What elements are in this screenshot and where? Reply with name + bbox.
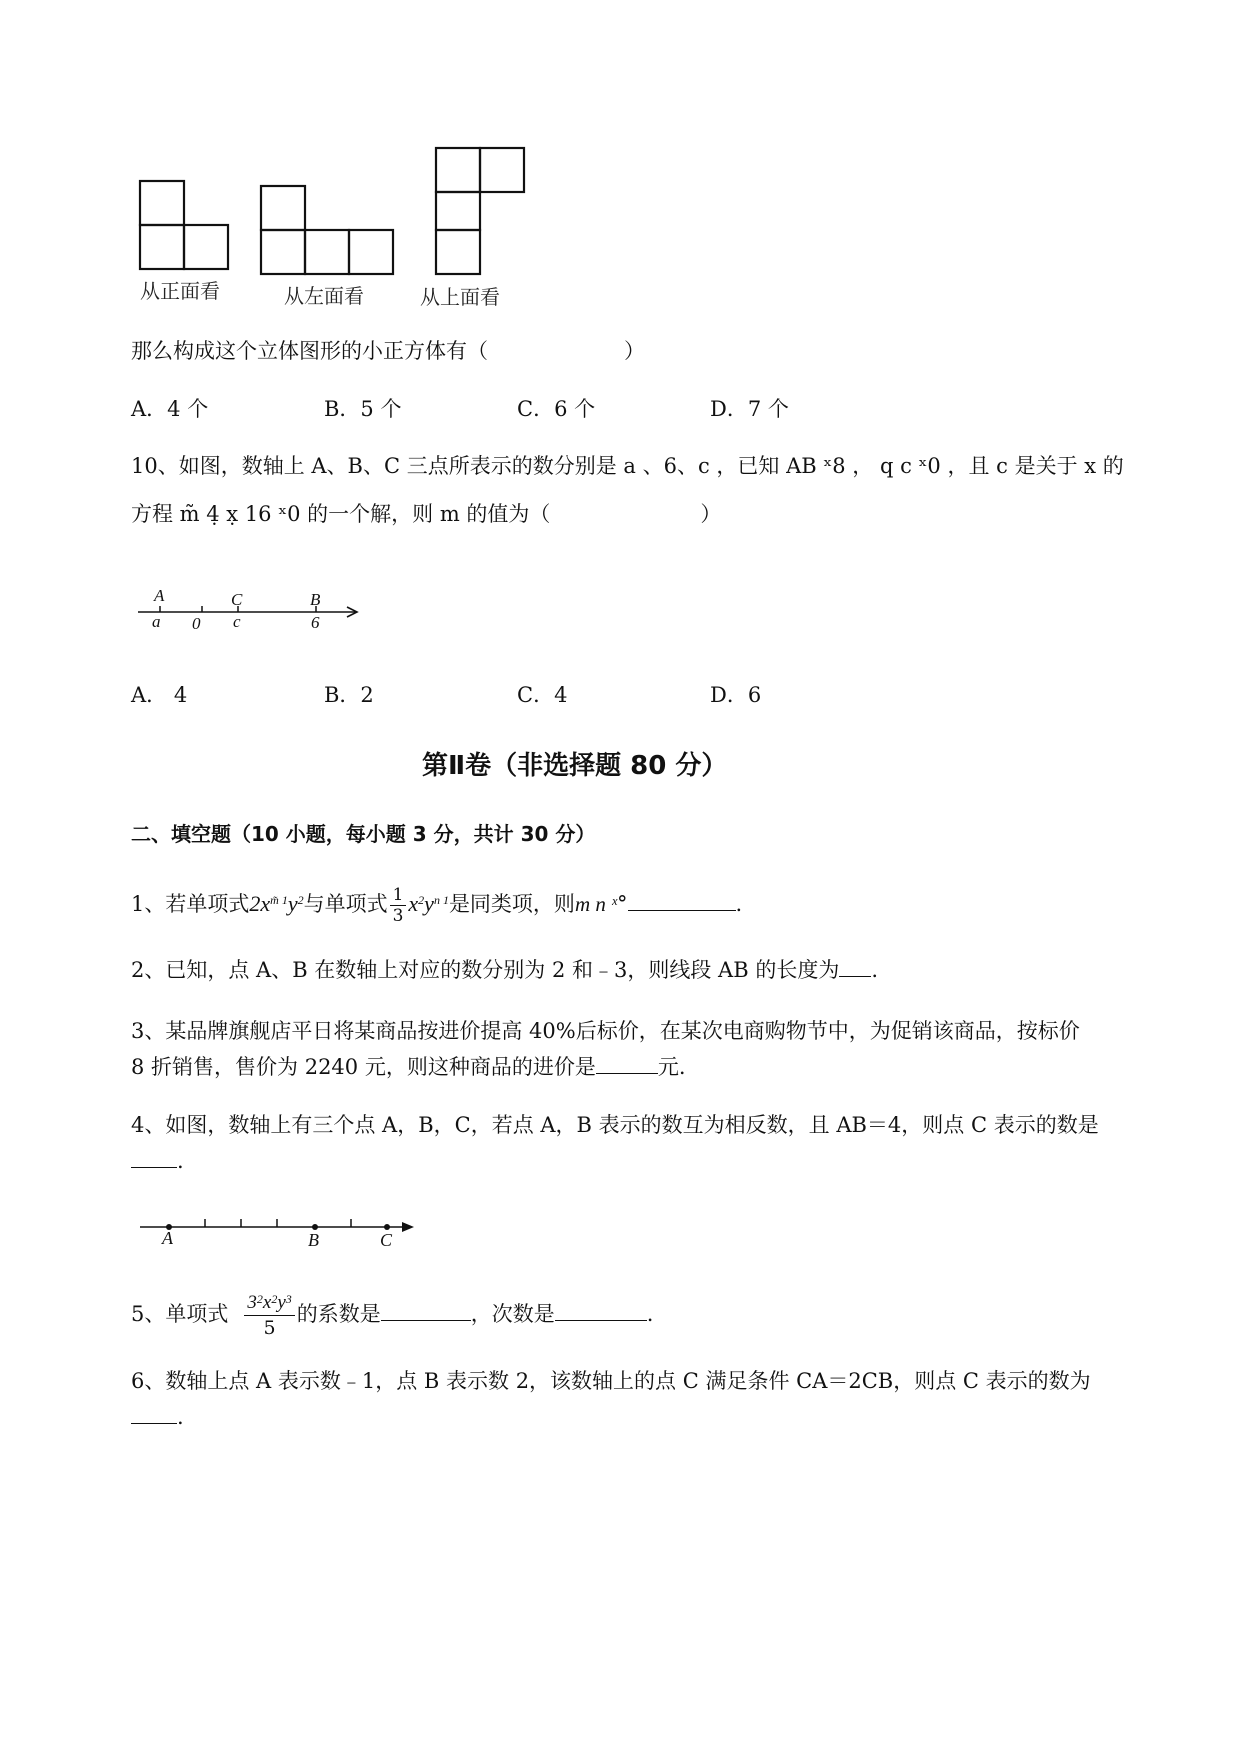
- top-view-square: [436, 230, 480, 274]
- fill-q3-line2: 8 折销售，售价为 2240 元，则这种商品的进价是 元.: [131, 1055, 686, 1079]
- top-view-label: 从上面看: [420, 285, 500, 309]
- fill-q4-line2: .: [131, 1146, 184, 1176]
- fill-q3-line1: 3、某品牌旗舰店平日将某商品按进价提高 40%后标价，在某次电商购物节中，为促销该商品，按标价: [131, 1019, 1080, 1043]
- part2-title: 第Ⅱ卷（非选择题 80 分）: [422, 751, 728, 781]
- fill-q5: 5、单项式 $\frac{3^2x^2y^3}{5}$ 的系数是 ，次数是 .: [131, 1292, 654, 1339]
- top-view-square: [436, 148, 480, 192]
- fill-q6-line1: 6、数轴上点 A 表示数﹣1，点 B 表示数 2，该数轴上的点 C 满足条件 CA＝2CB，则点 C 表示的数为: [131, 1369, 1091, 1393]
- front-view-label: 从正面看: [140, 279, 220, 303]
- top-view-square: [480, 148, 524, 192]
- top-view-square: [436, 192, 480, 230]
- fill-q1: 1、若单项式$2x^{m̃}$ $^1y^2$与单项式 $\frac{1}{3}$ $x^2y^n$ $^1$是同类项，则m n ˣ° .: [131, 885, 743, 926]
- fill-q2: 2、已知，点 A、B 在数轴上对应的数分别为 2 和﹣3，则线段 AB 的长度为 .: [131, 958, 879, 982]
- q9-option-d: D．7 个: [710, 397, 789, 421]
- q10-axis-value-c: c: [233, 612, 241, 631]
- q4-axis-letter-c: C: [380, 1230, 393, 1250]
- q10-axis-letter-c: C: [231, 590, 243, 609]
- q10-axis-letter-b: B: [310, 590, 321, 609]
- q10-option-b: B．2: [324, 683, 374, 707]
- q10-axis-value-0: 0: [192, 614, 201, 633]
- left-view-label: 从左面看: [284, 284, 364, 308]
- q10-option-a: A． 4: [131, 683, 188, 707]
- q4-axis-letter-b: B: [308, 1230, 319, 1250]
- q9-option-a: A．4 个: [131, 397, 209, 421]
- q10-option-d: D．6: [710, 683, 762, 707]
- q10-axis-value-6: 6: [311, 613, 320, 632]
- q10-line1: 10、如图，数轴上 A、B、C 三点所表示的数分别是 a 、6、c ，已知 AB ˣ8 ， q c ˣ0 ，且 c 是关于 x 的: [131, 454, 1124, 478]
- fill-q4-line1: 4、如图，数轴上有三个点 A，B，C，若点 A，B 表示的数互为相反数，且 AB＝4，则点 C 表示的数是: [131, 1113, 1099, 1137]
- q10-option-c: C．4: [517, 683, 568, 707]
- q10-axis-value-a: a: [152, 612, 161, 631]
- q4-axis-letter-a: A: [162, 1228, 173, 1248]
- q10-line2: 方程 m̃ 4̣ x̣ 16 ˣ0 的一个解，则 m 的值为（ ）: [131, 502, 722, 526]
- fill-q6-line2: .: [131, 1402, 184, 1432]
- q9-stem: 那么构成这个立体图形的小正方体有（ ）: [131, 339, 645, 363]
- q9-option-c: C．6 个: [517, 397, 596, 421]
- q4-number-line: [0, 0, 440, 1250]
- q9-option-b: B．5 个: [324, 397, 402, 421]
- q10-axis-letter-a: A: [154, 586, 165, 605]
- fill-section-heading: 二、填空题（10 小题，每小题 3 分，共计 30 分）: [131, 822, 596, 846]
